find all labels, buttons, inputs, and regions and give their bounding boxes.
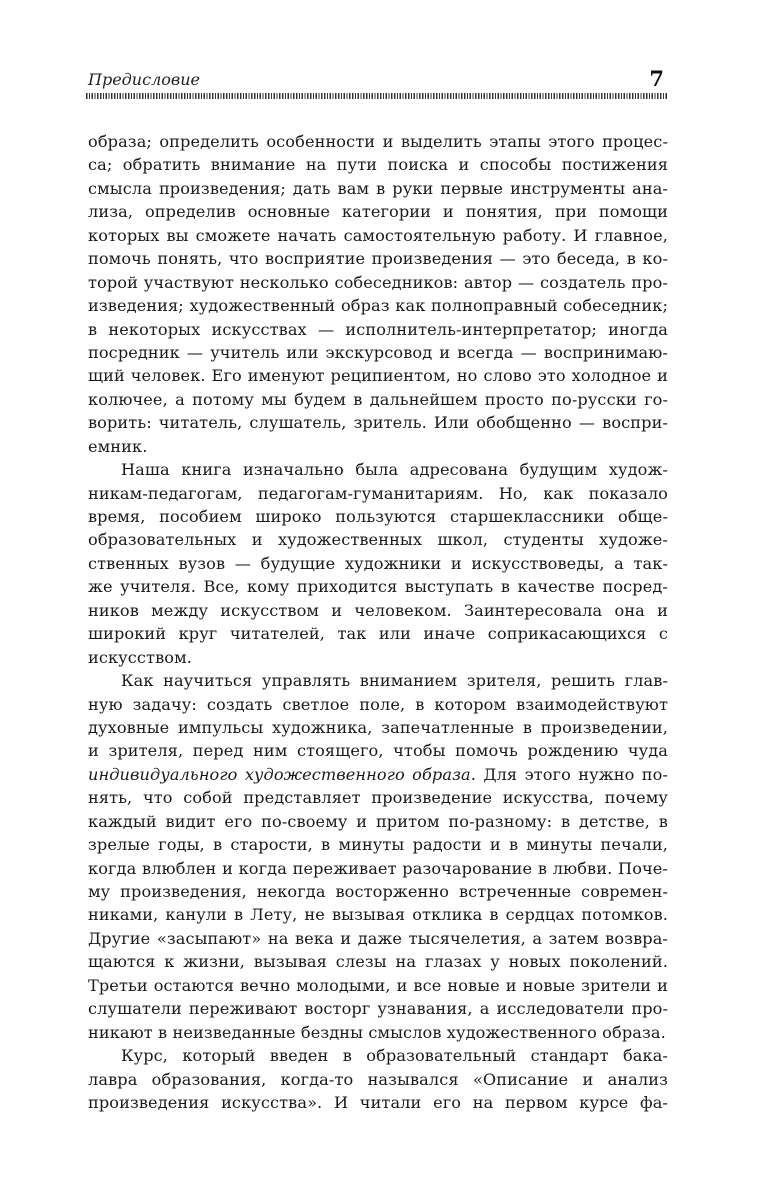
text-line: лиза, определив основные категории и понятия, при помощи <box>88 202 668 222</box>
text-line: образа; определить особенности и выделить этапы этого процес- <box>88 132 668 151</box>
text-line: каждый видит его по-своему и притом по-разному: в детстве, в <box>88 811 668 831</box>
text-line: посредник — учитель или экскурсовод и всегда — воспринимаю- <box>88 342 668 362</box>
text-line: Третьи остаются вечно молодыми, и все новые и новые зрители и <box>88 975 668 995</box>
running-header <box>86 66 668 94</box>
text-line: щаются к жизни, вызывая слезы на глазах у новых поколений. <box>88 952 668 972</box>
text-line: зрелые годы, в старости, в минуты радости и в минуты печали, <box>88 835 668 855</box>
paragraph <box>88 458 668 669</box>
text-line: Другие «засыпают» на века и даже тысячелетия, а затем возвра- <box>88 928 668 948</box>
text-line: колючее, а потому мы будем в дальнейшем просто по-русски го- <box>88 389 668 409</box>
text-line: никам-педагогам, педагогам-гуманитариям. Но, как показало <box>88 483 668 503</box>
text-line: искусством. <box>88 647 192 667</box>
paragraph <box>88 669 668 1044</box>
text-line: изведения; художественный образ как полноправный собеседник; <box>88 296 668 316</box>
text-line: ственных вузов — будущие художники и искусствоведы, а так- <box>88 553 668 573</box>
header-rule <box>86 93 668 99</box>
text-line: Как научиться управлять вниманием зрителя, решить глав- <box>121 671 668 691</box>
text-line: емник. <box>88 436 148 456</box>
text-line: образовательных и художественных школ, студенты художе- <box>88 530 668 550</box>
text-line: слушатели переживают восторг узнавания, а исследователи про- <box>88 999 668 1019</box>
text-line: щий человек. Его именуют реципиентом, но слово это холодное и <box>88 366 668 386</box>
text-line-with-italic <box>88 763 668 786</box>
body-text <box>88 130 668 1114</box>
text-line: смысла произведения; дать вам в руки первые инструменты ана- <box>88 178 668 198</box>
text-line: ников между искусством и человеком. Заинтересовала она и <box>88 600 668 620</box>
text-line: никают в неизведанные бездны смыслов художественного образа. <box>88 1022 666 1042</box>
text-line: широкий круг читателей, так или иначе соприкасающихся с <box>88 624 668 644</box>
text-line: в некоторых искусствах — исполнитель-интерпретатор; иногда <box>88 319 668 339</box>
text-line: торой участвуют несколько собеседников: автор — создатель про- <box>88 272 668 292</box>
text-line: лавра образования, когда-то назывался «Описание и анализ <box>88 1069 668 1089</box>
text-line: и зрителя, перед ним стоящего, чтобы помочь рождению чуда <box>88 741 668 761</box>
text-line: время, пособием широко пользуются старшеклассники обще- <box>88 507 668 526</box>
running-header-title: Предисловие <box>88 70 200 89</box>
text-line: когда влюблен и когда переживает разочарование в любви. Поче- <box>88 858 668 878</box>
text-line: же учителя. Все, кому приходится выступать в качестве посред- <box>88 577 668 597</box>
text-fragment: . Для этого нужно по- <box>470 764 668 784</box>
text-line: духовные импульсы художника, запечатленные в произведении, <box>88 717 668 737</box>
text-line: которых вы сможете начать самостоятельную работу. И главное, <box>88 225 668 245</box>
text-line: ную задачу: создать светлое поле, в котором взаимодействуют <box>88 694 668 714</box>
paragraph <box>88 1044 668 1114</box>
text-line: са; обратить внимание на пути поиска и способы постижения <box>88 155 668 175</box>
italic-phrase: индивидуального художественного образа <box>88 764 471 784</box>
text-line: нять, что собой представляет произведение искусства, почему <box>88 788 668 808</box>
text-line: ворить: читатель, слушатель, зритель. Или обобщенно — воспри- <box>88 413 668 433</box>
text-line: Курс, который введен в образовательный стандарт бака- <box>121 1046 668 1066</box>
text-line: произведения искусства». И читали его на первом курсе фа- <box>88 1092 668 1112</box>
text-line: му произведения, некогда восторженно встреченные современ- <box>88 882 668 901</box>
text-line: помочь понять, что восприятие произведения — это беседа, в ко- <box>88 249 668 269</box>
paragraph <box>88 130 668 458</box>
text-line: никами, канули в Лету, не вызывая отклика в сердцах потомков. <box>88 905 668 925</box>
text-line: Наша книга изначально была адресована будущим худож- <box>121 460 668 480</box>
page-number: 7 <box>649 66 664 91</box>
